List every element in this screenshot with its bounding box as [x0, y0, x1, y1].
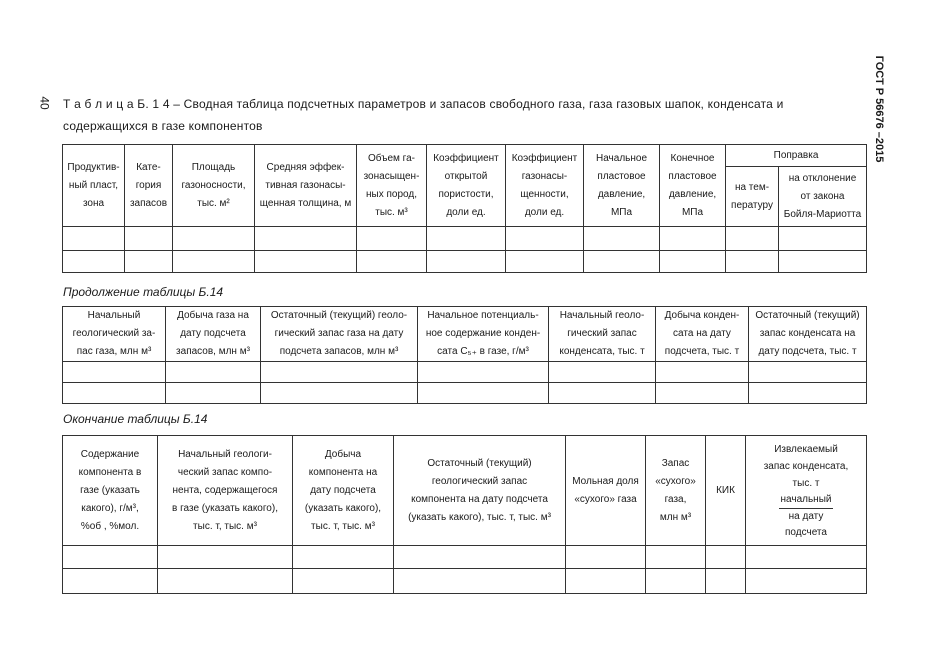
- header-initial-gas-reserve: Начальный геологический за- пас газа, млн м³: [63, 307, 166, 362]
- standard-designation: ГОСТ Р 56676 –2015: [873, 55, 885, 163]
- header-thickness: Средняя эффек- тивная газонасы- щенная толщина, м: [255, 145, 357, 227]
- table-row: [63, 362, 867, 383]
- header-gas-saturation: Коэффициент газонасы- щенности, доли ед.: [506, 145, 584, 227]
- header-residual-gas-reserve: Остаточный (текущий) геоло- гический запас газа на дату подсчета запасов, млн м³: [261, 307, 418, 362]
- header-component-content: Содержание компонента в газе (указать какого), г/м³, %об , %мол.: [63, 436, 158, 546]
- page-number: 40: [37, 96, 52, 110]
- table-row: [63, 251, 867, 273]
- header-gas-production: Добыча газа на дату подсчета запасов, млн м³: [166, 307, 261, 362]
- header-boyle-correction: на отклонение от закона Бойля-Мариотта: [779, 167, 867, 227]
- header-initial-condensate-reserve: Начальный геоло- гический запас конденсата, тыс. т: [549, 307, 656, 362]
- header-condensate-production: Добыча конден- сата на дату подсчета, тыс. т: [656, 307, 749, 362]
- recoverable-condensate-label: Извлекаемый запас конденсата, тыс. т: [763, 443, 849, 489]
- table-end-caption: Окончание таблицы Б.14: [63, 412, 208, 426]
- table-b14-part2: [62, 306, 867, 404]
- header-category: Кате- гория запасов: [125, 145, 173, 227]
- header-dry-gas-fraction: Мольная доля «сухого» газа: [566, 436, 646, 546]
- header-initial-pressure: Начальное пластовое давление, МПа: [584, 145, 660, 227]
- fraction-denominator: на дату подсчета: [785, 510, 827, 538]
- header-final-pressure: Конечное пластовое давление, МПа: [660, 145, 726, 227]
- header-residual-component-reserve: Остаточный (текущий) геологический запас компонента на дату подсчета (указать какого), тыс. т, тыс. м³: [394, 436, 566, 546]
- table-row: [63, 383, 867, 404]
- header-productive-layer: Продуктив- ный пласт, зона: [63, 145, 125, 227]
- header-porosity: Коэффициент открытой пористости, доли ед.: [427, 145, 506, 227]
- table-b14-part1: [62, 144, 867, 273]
- header-temperature-correction: на тем- пературу: [726, 167, 779, 227]
- table-row: [63, 546, 867, 569]
- header-correction: Поправка: [726, 145, 867, 167]
- table-title: Т а б л и ц а Б. 1 4 – Сводная таблица подсчетных параметров и запасов свободного газа, газа газовых шапок, конденсата и содержащихся в газе компонентов: [63, 97, 784, 133]
- table-b14-part3: [62, 435, 867, 594]
- table-continuation-caption: Продолжение таблицы Б.14: [63, 285, 224, 299]
- header-condensate-content: Начальное потенциаль- ное содержание конден- сата С₅₊ в газе, г/м³: [418, 307, 549, 362]
- fraction-numerator: начальный: [779, 492, 834, 509]
- recoverable-condensate-fraction: [779, 492, 834, 541]
- header-gas-area: Площадь газоносности, тыс. м²: [173, 145, 255, 227]
- header-rock-volume: Объем га- зонасыщен- ных пород, тыс. м³: [357, 145, 427, 227]
- header-initial-component-reserve: Начальный геологи- ческий запас компо- нента, содержащегося в газе (указать какого), тыс. т, тыс. м³: [158, 436, 293, 546]
- header-residual-condensate-reserve: Остаточный (текущий) запас конденсата на дату подсчета, тыс. т: [749, 307, 867, 362]
- table-row: [63, 569, 867, 594]
- header-component-production: Добыча компонента на дату подсчета (указать какого), тыс. т, тыс. м³: [293, 436, 394, 546]
- table-row: [63, 227, 867, 251]
- header-recoverable-condensate: [746, 436, 867, 546]
- header-dry-gas-reserve: Запас «сухого» газа, млн м³: [646, 436, 706, 546]
- header-kik: КИК: [706, 436, 746, 546]
